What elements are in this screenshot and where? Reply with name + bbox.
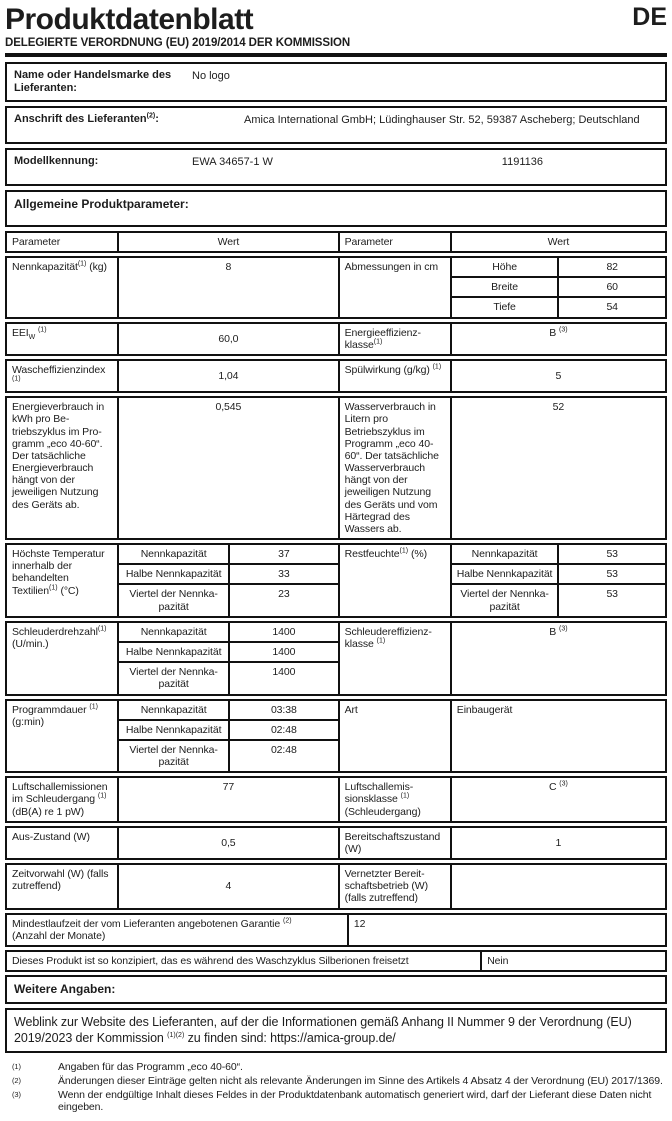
duration-label: Programmdauer $^{(1)}$ (g:min) [6, 700, 118, 773]
table-delay-networked [5, 863, 667, 910]
table-offmode-standby [5, 826, 667, 860]
spin-rated-label: Nennkapazität [118, 622, 229, 642]
residual-moisture-label: Restfeuchte$^{(1)}$ (%) [339, 544, 451, 617]
section-more-info: Weitere Angaben: [5, 975, 667, 1004]
spin-half-label: Halbe Nennkapazität [118, 642, 229, 662]
table-temperature-moisture [5, 543, 667, 618]
temp-half-value: 33 [229, 564, 339, 584]
temp-half-label: Halbe Nennkapazität [118, 564, 229, 584]
silver-ions-value: Nein [481, 951, 666, 971]
table-column-headers [5, 231, 667, 253]
water-consumption-value: 52 [451, 397, 666, 539]
spin-rated-value: 1400 [229, 622, 339, 642]
table-washindex-rinsing [5, 359, 667, 393]
eei-label: $EEI_W$ $^{(1)}$ [6, 323, 118, 355]
footnote-ref: (3) [559, 780, 568, 788]
model-id-label: Modellkennung: [14, 154, 99, 167]
type-label: Art [339, 700, 451, 773]
dimension-height-label: Höhe [451, 257, 559, 277]
dimension-width-value: 60 [558, 277, 666, 297]
footnote-ref: (1) [373, 338, 383, 346]
moisture-half-value: 53 [558, 564, 666, 584]
spin-class-label: Schleudereffizienzklasse $^{(1)}$ [339, 622, 451, 695]
col-header-parameter-left: Parameter [6, 232, 118, 252]
footnote-2-marker: (2) [12, 1075, 21, 1085]
footnote-ref: (1) [376, 637, 386, 645]
dimension-width-label: Breite [451, 277, 559, 297]
footnote-2 [7, 1075, 665, 1088]
warranty-value: 12 [348, 914, 666, 946]
footnote-3-marker: (3) [12, 1089, 21, 1099]
moisture-quarter-value: 53 [558, 584, 666, 616]
supplier-address-value: Amica International GmbH; Lüdinghauser Str. 52, 59387 Ascheberg; Deutschland [244, 113, 640, 126]
moisture-half-label: Halbe Nennkapazität [451, 564, 559, 584]
temp-quarter-label: Viertel der Nennkapazität [118, 584, 229, 616]
footnote-ref: (1) [12, 375, 21, 383]
duration-rated-label: Nennkapazität [118, 700, 229, 720]
supplier-address-label: Anschrift des Lieferanten$^{(2)}$: [14, 112, 159, 125]
weblink-text-after: zu finden sind: [187, 1031, 271, 1046]
noise-label: Luftschallemissionen im Schleudergang $^{(1)}$ (dB(A) re 1 pW) [6, 777, 118, 822]
duration-half-label: Halbe Nennkapazität [118, 720, 229, 740]
wash-index-value: 1,04 [118, 360, 338, 392]
table-spin [5, 621, 667, 696]
duration-half-value: 02:48 [229, 720, 339, 740]
supplier-name-row [5, 62, 667, 102]
networked-standby-value [451, 864, 666, 909]
energy-class-label: Energieeffizienzklasse$^{(1)}$ [339, 323, 451, 355]
footnote-ref: (1) [97, 792, 107, 800]
spin-half-value: 1400 [229, 642, 339, 662]
delay-start-label: Zeitvorwahl (W) (falls zutreffend) [6, 864, 118, 909]
standby-label: Bereitschaftszustand (W) [339, 827, 451, 859]
footnote-1 [7, 1061, 665, 1074]
footnotes [5, 1057, 667, 1114]
footnote-1-text: Angaben für das Programm „eco 40-60“. [58, 1061, 243, 1074]
page-title: Produktdatenblatt [5, 3, 254, 36]
footnote-ref: (1) [97, 625, 107, 633]
title-bar [5, 4, 667, 36]
energy-consumption-value: 0,545 [118, 397, 338, 539]
supplier-address-row [5, 106, 667, 144]
footnote-1-marker: (1) [12, 1062, 21, 1072]
energy-class-value: B $^{(3)}$ [451, 323, 666, 355]
supplier-weblink-row [5, 1008, 667, 1053]
footnote-ref: (1) [89, 703, 98, 711]
standby-value: 1 [451, 827, 666, 859]
moisture-quarter-label: Viertel der Nennkapazität [451, 584, 559, 616]
supplier-name-label: Name oder Handelsmarke des Lieferanten: [14, 68, 172, 94]
dimensions-label: Abmessungen in cm [339, 257, 451, 318]
dimension-depth-value: 54 [558, 297, 666, 317]
spin-speed-label: Schleuderdrehzahl$^{(1)}$ (U/min.) [6, 622, 118, 695]
spin-quarter-value: 1400 [229, 662, 339, 694]
noise-class-label: Luftschallemissionsklasse $^{(1)}$ (Schleudergang) [339, 777, 451, 822]
table-eei-energyclass [5, 322, 667, 356]
silver-ions-label: Dieses Produkt ist so konzipiert, das es während des Waschzyklus Silberionen freisetzt [6, 951, 481, 971]
footnote-ref: (1) [432, 363, 442, 371]
duration-quarter-value: 02:48 [229, 740, 339, 772]
footnote-ref: (1) [37, 326, 47, 334]
capacity-value: 8 [118, 257, 338, 318]
spin-quarter-label: Viertel der Nennkapazität [118, 662, 229, 694]
supplier-weblink[interactable]: https://amica-group.de/ [270, 1031, 396, 1046]
footnote-ref: (1) [167, 1031, 176, 1039]
moisture-rated-value: 53 [558, 544, 666, 564]
table-duration-type [5, 699, 667, 774]
regulation-subtitle: DELEGIERTE VERORDNUNG (EU) 2019/2014 DER KOMMISSION [5, 36, 667, 57]
model-id-value: EWA 34657-1 W [192, 155, 273, 168]
footnote-ref: (3) [558, 326, 568, 334]
spin-class-value: B $^{(3)}$ [451, 622, 666, 695]
eei-value: 60,0 [118, 323, 338, 355]
table-warranty [5, 913, 667, 947]
max-temperature-label: Höchste Temperatur innerhalb der behandelten Textilien$^{(1)}$ (°C) [6, 544, 118, 617]
col-header-value-right: Wert [451, 232, 666, 252]
dimension-depth-label: Tiefe [451, 297, 559, 317]
weblink-text: Weblink zur Website des Lieferanten, auf der die Informationen gemäß Anhang II Nummer 9 der Verordnung (EU) 2019/2023 der Kommission [14, 1015, 632, 1046]
energy-consumption-label: Energieverbrauch in kWh pro Betriebszyklus im Programm „eco 40-60“. Der tatsächliche Energieverbrauch hängt von der jeweiligen Nutzung des Geräts ab. [6, 397, 118, 539]
duration-quarter-label: Viertel der Nennkapazität [118, 740, 229, 772]
col-header-value-left: Wert [118, 232, 338, 252]
footnote-2-text: Änderungen dieser Einträge gelten nicht als relevante Änderungen im Sinne des Artikels 4 Absatz 4 der Verordnung (EU) 2017/1369. [58, 1074, 663, 1087]
model-code-value: 1191136 [501, 155, 543, 168]
footnote-3-text: Wenn der endgültige Inhalt dieses Feldes in der Produktdatenbank automatisch generiert wird, darf der Lieferant diese Daten nicht eingeben. [58, 1088, 652, 1114]
footnote-ref: (1) [77, 260, 87, 268]
table-capacity-dimensions [5, 256, 667, 319]
capacity-label: Nennkapazität$^{(1)}$ (kg) [6, 257, 118, 318]
wash-index-label: Wascheffizienzindex $^{(1)}$ [6, 360, 118, 392]
footnote-ref: (2) [146, 112, 156, 120]
temp-quarter-value: 23 [229, 584, 339, 616]
off-mode-label: Aus-Zustand (W) [6, 827, 118, 859]
table-energy-water [5, 396, 667, 540]
rinsing-label: Spülwirkung (g/kg) $^{(1)}$ [339, 360, 451, 392]
duration-rated-value: 03:38 [229, 700, 339, 720]
footnote-ref: (2) [283, 917, 292, 925]
footnote-3 [7, 1089, 665, 1115]
noise-class-value: C $^{(3)}$ [451, 777, 666, 822]
language-code: DE [632, 3, 667, 31]
networked-standby-label: Vernetzter Bereitschaftsbetrieb (W) (falls zutreffend) [339, 864, 451, 909]
off-mode-value: 0,5 [118, 827, 338, 859]
delay-start-value: 4 [118, 864, 338, 909]
footnote-ref: (1) [400, 792, 410, 800]
dimension-height-value: 82 [558, 257, 666, 277]
water-consumption-label: Wasserverbrauch in Litern pro Betriebszyklus im Programm „eco 40-60“. Der tatsächliche Wasserverbrauch hängt von der jeweiligen Nutzung des Geräts und vom Härtegrad des Wassers ab. [339, 397, 451, 539]
noise-value: 77 [118, 777, 338, 822]
rinsing-value: 5 [451, 360, 666, 392]
footnote-ref: (2) [175, 1031, 185, 1039]
supplier-name-value: No logo [192, 69, 230, 82]
col-header-parameter-right: Parameter [339, 232, 451, 252]
warranty-label: Mindestlaufzeit der vom Lieferanten angebotenen Garantie $^{(2)}$ (Anzahl der Monate) [6, 914, 348, 946]
moisture-rated-label: Nennkapazität [451, 544, 559, 564]
footnote-ref: (1) [399, 547, 409, 555]
section-general-parameters: Allgemeine Produktparameter: [5, 190, 667, 227]
temp-rated-label: Nennkapazität [118, 544, 229, 564]
table-noise [5, 776, 667, 823]
table-silver-ions [5, 950, 667, 972]
footnote-ref: (3) [558, 625, 568, 633]
model-id-row [5, 148, 667, 186]
temp-rated-value: 37 [229, 544, 339, 564]
footnote-ref: (1) [49, 584, 58, 592]
type-value: Einbaugerät [451, 700, 666, 773]
